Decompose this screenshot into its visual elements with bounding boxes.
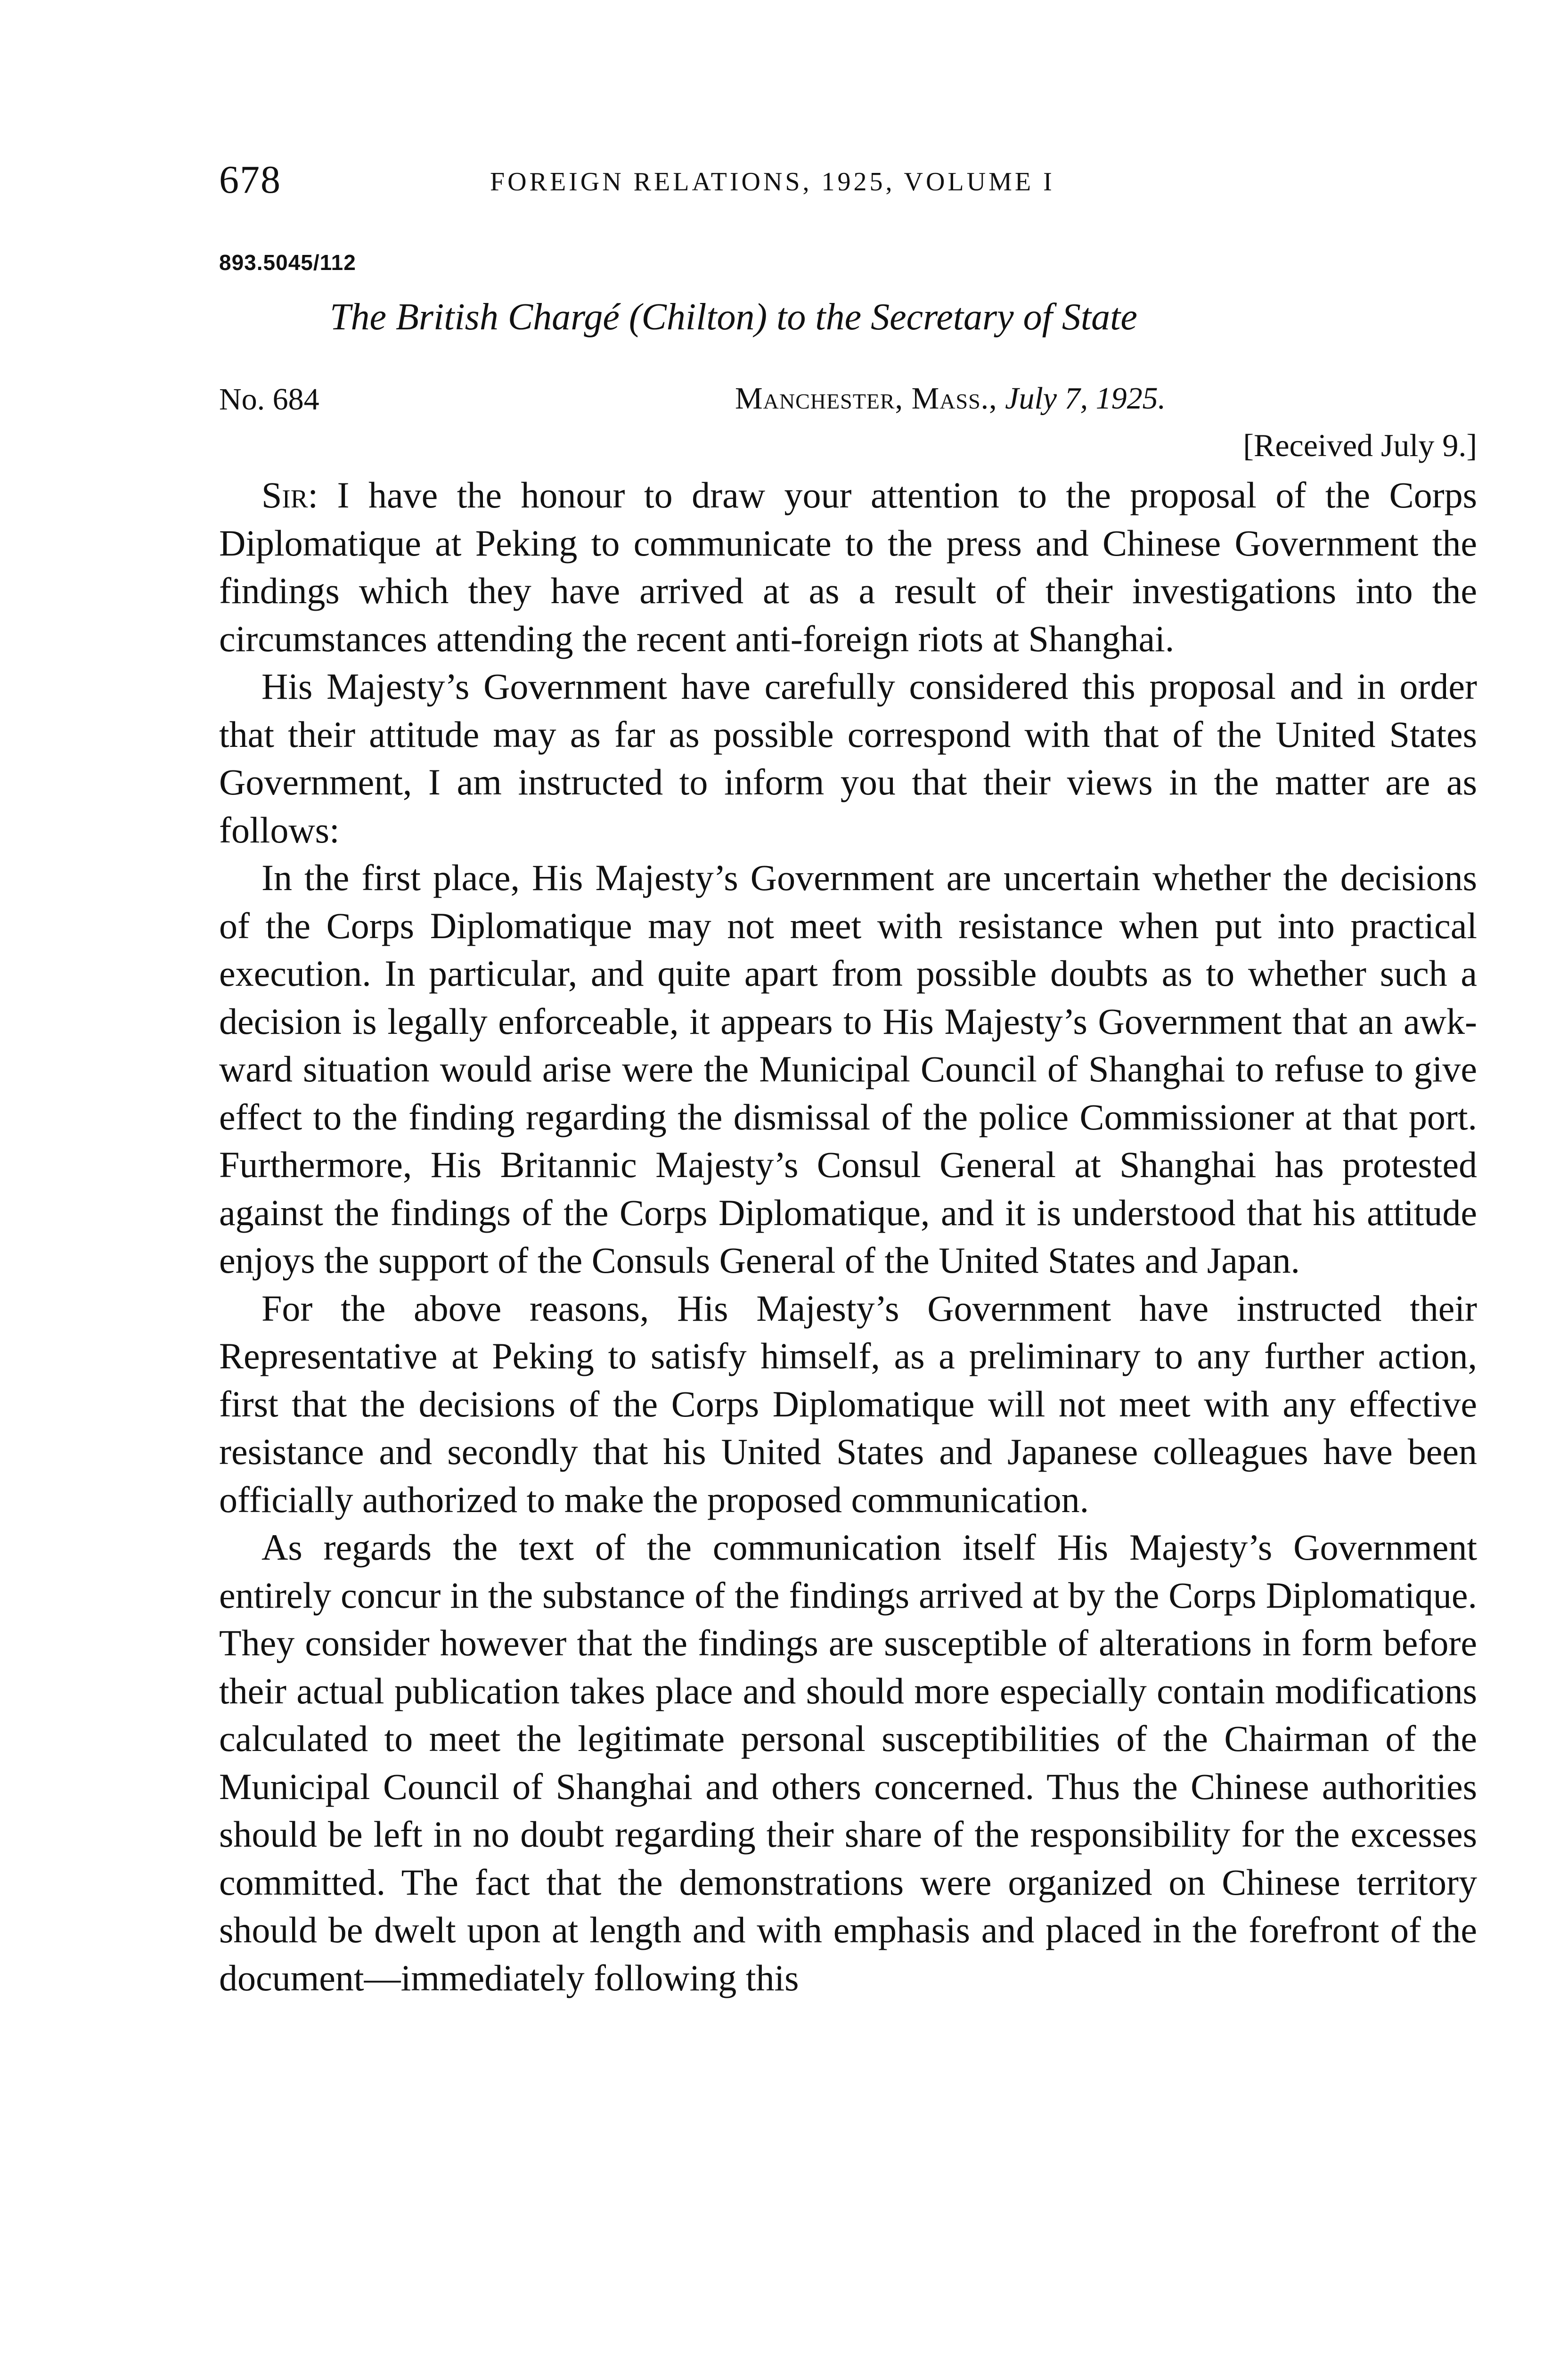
page-number: 678 bbox=[219, 158, 281, 202]
document-heading: The British Chargé (Chilton) to the Secretary of State bbox=[330, 296, 1137, 338]
letter-body bbox=[219, 471, 1477, 2002]
paragraph-text: I have the honour to draw your attention to the proposal of the Corps Diplomatique at Peking to communicate to the press and Chinese Government the findings which they have arrived at as a result of their investigations into the circumstances attending the recent anti-foreign riots at Shanghai. bbox=[219, 474, 1477, 659]
dateline bbox=[735, 381, 1166, 417]
running-title: FOREIGN RELATIONS, 1925, VOLUME I bbox=[490, 167, 1055, 196]
body-paragraph: In the first place, His Majesty’s Government are uncertain whether the decisions of the Corps Diplomatique may not meet with resistance when put into practical execution. In particular, and quite apart from possible doubts as to whether such a decision is legally enforceable, it appears to His Majesty’s Government that an awkward situation would arise were the Municipal Council of Shanghai to refuse to give effect to the finding regarding the dismissal of the police Commissioner at that port. Furthermore, His Britannic Majesty’s Consul General at Shanghai has protested against the findings of the Corps Diplomatique, and it is understood that his attitude enjoys the support of the Consuls General of the United States and Japan. bbox=[219, 857, 1477, 1281]
received-note: [Received July 9.] bbox=[1243, 427, 1477, 463]
running-head bbox=[219, 160, 1477, 217]
dateline-place: Manchester, Mass., bbox=[735, 381, 997, 416]
body-paragraph: His Majesty’s Government have carefully considered this proposal and in order that their attitude may as far as possible correspond with that of the United States Government, I am instructed to inform you that their views in the matter are as follows: bbox=[219, 666, 1477, 851]
body-paragraph bbox=[219, 471, 1477, 663]
body-paragraph: For the above reasons, His Majesty’s Government have instructed their Representative at Peking to satisfy himself, as a preliminary to any further action, first that the decisions of the Corps Diplomatique will not meet with any effective resistance and secondly that his United States and Japanese colleagues have been officially authorized to make the proposed communication. bbox=[219, 1287, 1477, 1520]
salutation: Sir: bbox=[261, 474, 318, 515]
body-paragraph: As regards the text of the communication itself His Majesty’s Government entirely concur in the substance of the findings arrived at by the Corps Diplomatique. They consider however that the findings are susceptible of alterations in form before their actual publication takes place and should more especially contain modifications calculated to meet the legitimate personal susceptibilities of the Chairman of the Municipal Council of Shanghai and others concerned. Thus the Chinese authorities should be left in no doubt regarding their share of the responsibility for the excesses committed. The fact that the demonstrations were organized on Chinese territory should be dwelt upon at length and with emphasis and placed in the forefront of the document—immediately following this bbox=[219, 1527, 1477, 1998]
document-number: No. 684 bbox=[219, 382, 319, 417]
dateline-date: July 7, 1925. bbox=[1005, 381, 1166, 416]
file-number: 893.5045/112 bbox=[219, 250, 356, 275]
